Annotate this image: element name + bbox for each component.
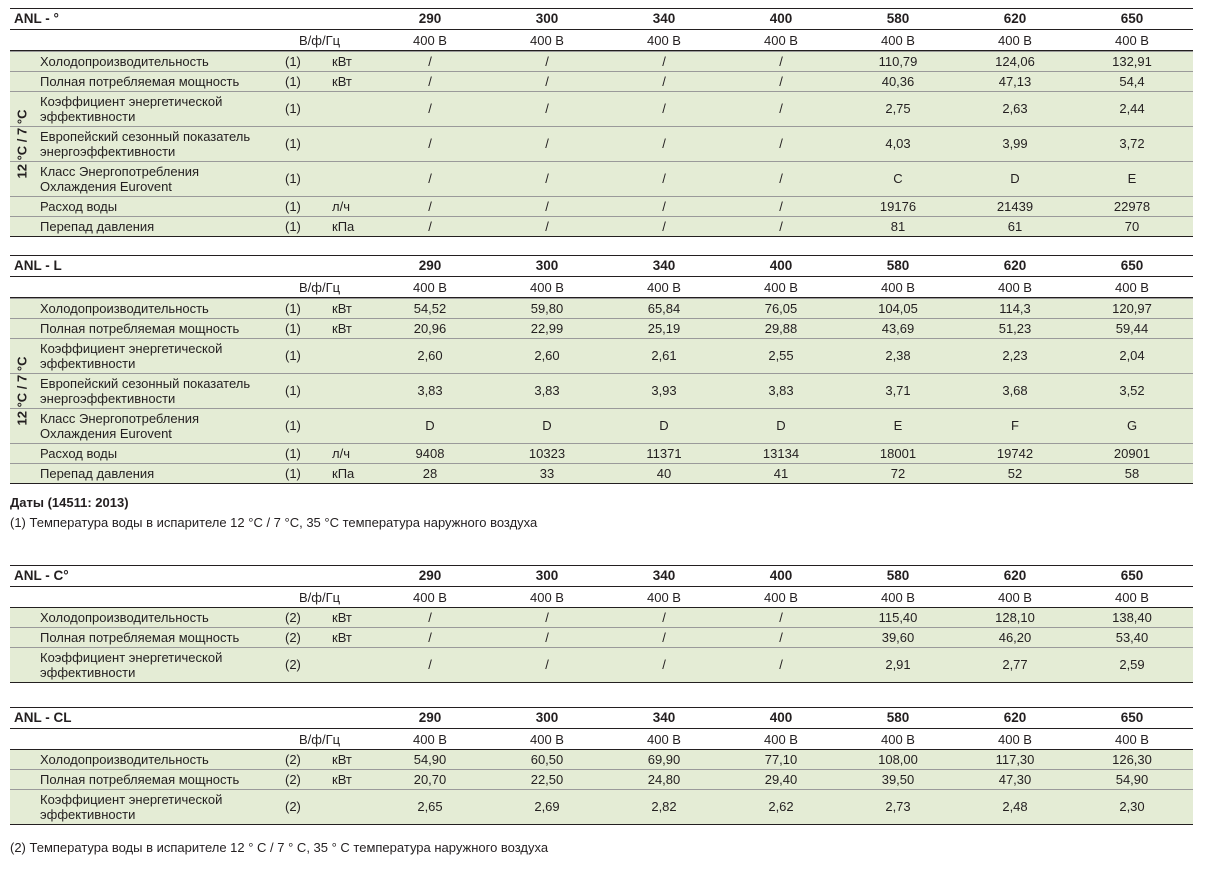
value-cell: 3,99	[1002, 136, 1028, 151]
value-cell: /	[428, 219, 432, 234]
parameter-name: Коэффициент энергетической эффективности	[40, 650, 223, 680]
value-cell: 70	[1124, 219, 1140, 234]
value-cell: /	[662, 630, 666, 645]
column-header: 580	[886, 710, 910, 725]
parameter-name: Расход воды	[40, 446, 118, 461]
unit-label: кВт	[332, 772, 352, 787]
footnote-ref: (1)	[285, 219, 301, 234]
value-cell: 2,59	[1119, 657, 1145, 672]
voltage-value: 400 В	[998, 732, 1032, 747]
table-row	[10, 463, 1193, 483]
value-cell: 3,72	[1119, 136, 1145, 151]
value-cell: /	[545, 219, 549, 234]
value-cell: 132,91	[1112, 54, 1152, 69]
voltage-value: 400 В	[764, 732, 798, 747]
value-cell: 20901	[1113, 446, 1151, 461]
value-cell: 65,84	[647, 301, 681, 316]
column-header: 620	[1003, 11, 1027, 26]
value-cell: 58	[1124, 466, 1140, 481]
value-cell: /	[428, 136, 432, 151]
value-cell: 43,69	[881, 321, 915, 336]
voltage-value: 400 В	[530, 33, 564, 48]
unit-label: кВт	[332, 610, 352, 625]
spec-table	[10, 255, 1193, 484]
value-cell: 2,44	[1119, 101, 1145, 116]
value-cell: 29,40	[764, 772, 798, 787]
value-cell: 9408	[415, 446, 445, 461]
value-cell: D	[776, 418, 786, 433]
unit-label: кВт	[332, 74, 352, 89]
value-cell: 2,38	[885, 348, 911, 363]
value-cell: /	[545, 199, 549, 214]
value-cell: 2,60	[417, 348, 443, 363]
value-cell: /	[545, 74, 549, 89]
column-header: 650	[1120, 258, 1144, 273]
value-cell: 3,83	[768, 383, 794, 398]
value-cell: 2,91	[885, 657, 911, 672]
voltage-value: 400 В	[1115, 590, 1149, 605]
condition-label: 12 °C / 7 °C	[14, 356, 30, 425]
value-cell: 21439	[996, 199, 1034, 214]
footnote-ref: (2)	[285, 752, 301, 767]
footnote-ref: (1)	[285, 466, 301, 481]
table-row	[10, 161, 1193, 196]
value-cell: 33	[539, 466, 555, 481]
parameter-name: Полная потребляемая мощность	[40, 321, 240, 336]
value-cell: 2,69	[534, 799, 560, 814]
table-header	[10, 255, 1193, 277]
value-cell: G	[1126, 418, 1138, 433]
value-cell: /	[662, 657, 666, 672]
value-cell: 2,82	[651, 799, 677, 814]
value-cell: /	[662, 136, 666, 151]
footnote-ref: (2)	[285, 799, 301, 814]
value-cell: /	[662, 610, 666, 625]
value-cell: /	[545, 54, 549, 69]
parameter-name: Перепад давления	[40, 466, 155, 481]
value-cell: /	[428, 610, 432, 625]
value-cell: /	[428, 101, 432, 116]
value-cell: 39,50	[881, 772, 915, 787]
value-cell: 2,65	[417, 799, 443, 814]
value-cell: 2,75	[885, 101, 911, 116]
column-header: 650	[1120, 568, 1144, 583]
value-cell: 76,05	[764, 301, 798, 316]
value-cell: /	[779, 171, 783, 186]
voltage-value: 400 В	[998, 280, 1032, 295]
value-cell: /	[545, 657, 549, 672]
voltage-value: 400 В	[998, 33, 1032, 48]
table-row	[10, 647, 1193, 682]
value-cell: 117,30	[995, 752, 1035, 767]
parameter-name: Холодопроизводительность	[40, 301, 209, 316]
footnote-ref: (1)	[285, 136, 301, 151]
parameter-name: Класс Энергопотребления Охлаждения Eurovent	[40, 411, 200, 441]
voltage-value: 400 В	[1115, 732, 1149, 747]
footnote-ref: (1)	[285, 301, 301, 316]
voltage-row	[10, 587, 1193, 608]
value-cell: 10323	[528, 446, 566, 461]
table-row	[10, 769, 1193, 789]
unit-label: л/ч	[332, 446, 350, 461]
value-cell: 110,79	[878, 54, 918, 69]
column-header: 400	[769, 568, 793, 583]
footnote-1: (1) Температура воды в испарителе 12 °C / 7 °C, 35 °C температура наружного воздуха	[10, 515, 538, 530]
table-row	[10, 51, 1193, 71]
parameter-name: Полная потребляемая мощность	[40, 74, 240, 89]
value-cell: /	[662, 54, 666, 69]
value-cell: 2,73	[885, 799, 911, 814]
condition-label: 12 °C / 7 °C	[14, 109, 30, 178]
value-cell: /	[779, 657, 783, 672]
value-cell: 22,99	[530, 321, 564, 336]
spec-table	[10, 707, 1193, 825]
unit-label: кВт	[332, 301, 352, 316]
value-cell: /	[662, 101, 666, 116]
footnote-ref: (1)	[285, 321, 301, 336]
value-cell: 120,97	[1112, 301, 1152, 316]
value-cell: 81	[890, 219, 906, 234]
value-cell: 2,30	[1119, 799, 1145, 814]
value-cell: 3,93	[651, 383, 677, 398]
voltage-value: 400 В	[647, 280, 681, 295]
unit-label: кВт	[332, 630, 352, 645]
voltage-value: 400 В	[1115, 33, 1149, 48]
column-header: 340	[652, 710, 676, 725]
column-header: 620	[1003, 258, 1027, 273]
voltage-value: 400 В	[647, 33, 681, 48]
value-cell: 60,50	[530, 752, 564, 767]
value-cell: 13134	[762, 446, 800, 461]
value-cell: /	[545, 101, 549, 116]
table-header	[10, 565, 1193, 587]
value-cell: 11371	[646, 446, 682, 461]
value-cell: /	[428, 199, 432, 214]
value-cell: 28	[422, 466, 438, 481]
value-cell: 54,90	[413, 752, 447, 767]
unit-label: кВт	[332, 321, 352, 336]
value-cell: /	[428, 54, 432, 69]
value-cell: 3,68	[1002, 383, 1028, 398]
value-cell: /	[545, 171, 549, 186]
unit-label: кПа	[332, 466, 355, 481]
value-cell: /	[779, 136, 783, 151]
value-cell: 59,80	[530, 301, 564, 316]
value-cell: 2,04	[1119, 348, 1145, 363]
footnote-ref: (1)	[285, 74, 301, 89]
value-cell: 2,55	[768, 348, 794, 363]
table-body	[10, 298, 1193, 484]
dates-note: Даты (14511: 2013)	[10, 495, 129, 510]
value-cell: /	[428, 171, 432, 186]
voltage-value: 400 В	[647, 590, 681, 605]
footnote-ref: (2)	[285, 657, 301, 672]
voltage-value: 400 В	[530, 732, 564, 747]
model-name: ANL - °	[14, 11, 59, 26]
column-header: 400	[769, 11, 793, 26]
value-cell: 22,50	[530, 772, 564, 787]
voltage-value: 400 В	[764, 590, 798, 605]
unit-label: кПа	[332, 219, 355, 234]
column-header: 400	[769, 710, 793, 725]
column-header: 340	[652, 568, 676, 583]
table-row	[10, 789, 1193, 824]
column-header: 650	[1120, 11, 1144, 26]
value-cell: 24,80	[647, 772, 681, 787]
spec-table	[10, 8, 1193, 237]
value-cell: /	[545, 630, 549, 645]
value-cell: 29,88	[764, 321, 798, 336]
value-cell: D	[659, 418, 669, 433]
value-cell: 4,03	[885, 136, 911, 151]
value-cell: 47,13	[998, 74, 1032, 89]
voltage-value: 400 В	[764, 33, 798, 48]
unit-label: кВт	[332, 54, 352, 69]
voltage-row	[10, 729, 1193, 750]
voltage-value: 400 В	[647, 732, 681, 747]
value-cell: /	[662, 171, 666, 186]
parameter-name: Холодопроизводительность	[40, 54, 209, 69]
parameter-name: Перепад давления	[40, 219, 155, 234]
value-cell: D	[542, 418, 552, 433]
value-cell: 126,30	[1112, 752, 1152, 767]
column-header: 580	[886, 568, 910, 583]
parameter-name: Полная потребляемая мощность	[40, 630, 240, 645]
value-cell: 72	[890, 466, 906, 481]
value-cell: 128,10	[995, 610, 1035, 625]
value-cell: 46,20	[998, 630, 1032, 645]
value-cell: 2,23	[1002, 348, 1028, 363]
value-cell: 115,40	[878, 610, 918, 625]
voltage-value: 400 В	[530, 590, 564, 605]
value-cell: 108,00	[878, 752, 918, 767]
value-cell: 40	[656, 466, 672, 481]
column-header: 290	[418, 568, 442, 583]
footnote-2: (2) Температура воды в испарителе 12 ° C / 7 ° C, 35 ° C температура наружного воздуха	[10, 840, 549, 855]
voltage-value: 400 В	[530, 280, 564, 295]
table-row	[10, 750, 1193, 769]
spec-table	[10, 565, 1193, 683]
value-cell: 40,36	[881, 74, 915, 89]
footnote-ref: (1)	[285, 101, 301, 116]
table-row	[10, 196, 1193, 216]
voltage-row	[10, 277, 1193, 298]
value-cell: 53,40	[1115, 630, 1149, 645]
voltage-value: 400 В	[413, 732, 447, 747]
footnote-ref: (1)	[285, 418, 301, 433]
table-body	[10, 750, 1193, 825]
column-header: 340	[652, 258, 676, 273]
value-cell: 3,83	[534, 383, 560, 398]
model-name: ANL - CL	[14, 710, 72, 725]
voltage-value: 400 В	[998, 590, 1032, 605]
value-cell: 20,70	[413, 772, 447, 787]
parameter-name: Холодопроизводительность	[40, 610, 209, 625]
parameter-name: Расход воды	[40, 199, 118, 214]
value-cell: /	[779, 101, 783, 116]
unit-label: кВт	[332, 752, 352, 767]
value-cell: 3,83	[417, 383, 443, 398]
value-cell: D	[1010, 171, 1020, 186]
footnote-ref: (2)	[285, 630, 301, 645]
column-header: 400	[769, 258, 793, 273]
value-cell: 138,40	[1112, 610, 1152, 625]
value-cell: 2,61	[651, 348, 677, 363]
value-cell: /	[428, 74, 432, 89]
value-cell: 41	[773, 466, 789, 481]
column-header: 580	[886, 11, 910, 26]
value-cell: 19742	[996, 446, 1034, 461]
model-name: ANL - C°	[14, 568, 69, 583]
model-name: ANL - L	[14, 258, 62, 273]
value-cell: D	[425, 418, 435, 433]
parameter-name: Коэффициент энергетической эффективности	[40, 94, 223, 124]
value-cell: 124,06	[995, 54, 1035, 69]
parameter-name: Европейский сезонный показатель энергоэффективности	[40, 376, 251, 406]
value-cell: /	[779, 74, 783, 89]
value-cell: 20,96	[413, 321, 447, 336]
value-cell: 54,4	[1119, 74, 1145, 89]
value-cell: 77,10	[764, 752, 798, 767]
value-cell: 2,63	[1002, 101, 1028, 116]
value-cell: /	[662, 219, 666, 234]
value-cell: 54,52	[413, 301, 447, 316]
table-row	[10, 318, 1193, 338]
column-header: 580	[886, 258, 910, 273]
value-cell: 3,52	[1119, 383, 1145, 398]
voltage-value: 400 В	[881, 33, 915, 48]
value-cell: 104,05	[878, 301, 918, 316]
footnote-ref: (1)	[285, 199, 301, 214]
value-cell: 2,77	[1002, 657, 1028, 672]
unit-label: л/ч	[332, 199, 350, 214]
value-cell: 61	[1007, 219, 1023, 234]
table-row	[10, 408, 1193, 443]
voltage-value: 400 В	[881, 590, 915, 605]
footnote-ref: (1)	[285, 171, 301, 186]
footnote-ref: (2)	[285, 772, 301, 787]
voltage-value: 400 В	[413, 33, 447, 48]
column-header: 290	[418, 710, 442, 725]
table-body	[10, 51, 1193, 237]
value-cell: 3,71	[885, 383, 911, 398]
voltage-value: 400 В	[881, 732, 915, 747]
table-row	[10, 71, 1193, 91]
value-cell: 69,90	[647, 752, 681, 767]
value-cell: /	[779, 219, 783, 234]
table-row	[10, 608, 1193, 627]
table-row	[10, 91, 1193, 126]
value-cell: 52	[1007, 466, 1023, 481]
column-header: 300	[535, 710, 559, 725]
column-header: 620	[1003, 568, 1027, 583]
table-row	[10, 443, 1193, 463]
value-cell: C	[893, 171, 903, 186]
voltage-value: 400 В	[764, 280, 798, 295]
table-body	[10, 608, 1193, 683]
footnote-ref: (1)	[285, 446, 301, 461]
column-header: 620	[1003, 710, 1027, 725]
value-cell: 54,90	[1115, 772, 1149, 787]
table-header	[10, 8, 1193, 30]
footnote-ref: (2)	[285, 610, 301, 625]
voltage-label: В/ф/Гц	[299, 732, 341, 747]
value-cell: 51,23	[998, 321, 1032, 336]
value-cell: /	[662, 199, 666, 214]
voltage-value: 400 В	[1115, 280, 1149, 295]
parameter-name: Полная потребляемая мощность	[40, 772, 240, 787]
footnote-ref: (1)	[285, 348, 301, 363]
value-cell: /	[428, 657, 432, 672]
value-cell: /	[779, 610, 783, 625]
value-cell: 47,30	[998, 772, 1032, 787]
column-header: 650	[1120, 710, 1144, 725]
value-cell: E	[893, 418, 903, 433]
table-row	[10, 338, 1193, 373]
value-cell: F	[1011, 418, 1019, 433]
voltage-label: В/ф/Гц	[299, 590, 341, 605]
value-cell: 39,60	[881, 630, 915, 645]
voltage-value: 400 В	[881, 280, 915, 295]
parameter-name: Холодопроизводительность	[40, 752, 209, 767]
value-cell: 2,48	[1002, 799, 1028, 814]
value-cell: 19176	[879, 199, 917, 214]
column-header: 340	[652, 11, 676, 26]
voltage-value: 400 В	[413, 590, 447, 605]
table-row	[10, 627, 1193, 647]
column-header: 300	[535, 258, 559, 273]
value-cell: 2,60	[534, 348, 560, 363]
value-cell: /	[779, 630, 783, 645]
parameter-name: Европейский сезонный показатель энергоэффективности	[40, 129, 251, 159]
value-cell: /	[545, 136, 549, 151]
value-cell: 18001	[879, 446, 917, 461]
value-cell: E	[1127, 171, 1137, 186]
value-cell: 59,44	[1115, 321, 1149, 336]
table-row	[10, 126, 1193, 161]
value-cell: /	[662, 74, 666, 89]
column-header: 290	[418, 11, 442, 26]
table-header	[10, 707, 1193, 729]
parameter-name: Коэффициент энергетической эффективности	[40, 341, 223, 371]
value-cell: /	[428, 630, 432, 645]
parameter-name: Коэффициент энергетической эффективности	[40, 792, 223, 822]
value-cell: 25,19	[647, 321, 681, 336]
value-cell: /	[779, 199, 783, 214]
value-cell: /	[545, 610, 549, 625]
voltage-value: 400 В	[413, 280, 447, 295]
value-cell: 114,3	[999, 301, 1031, 316]
footnote-ref: (1)	[285, 54, 301, 69]
footnote-ref: (1)	[285, 383, 301, 398]
voltage-label: В/ф/Гц	[299, 280, 341, 295]
table-row	[10, 298, 1193, 318]
voltage-label: В/ф/Гц	[299, 33, 341, 48]
value-cell: /	[779, 54, 783, 69]
table-row	[10, 373, 1193, 408]
column-header: 300	[535, 11, 559, 26]
parameter-name: Класс Энергопотребления Охлаждения Eurovent	[40, 164, 200, 194]
table-row	[10, 216, 1193, 236]
column-header: 300	[535, 568, 559, 583]
column-header: 290	[418, 258, 442, 273]
voltage-row	[10, 30, 1193, 51]
value-cell: 22978	[1113, 199, 1151, 214]
value-cell: 2,62	[768, 799, 794, 814]
